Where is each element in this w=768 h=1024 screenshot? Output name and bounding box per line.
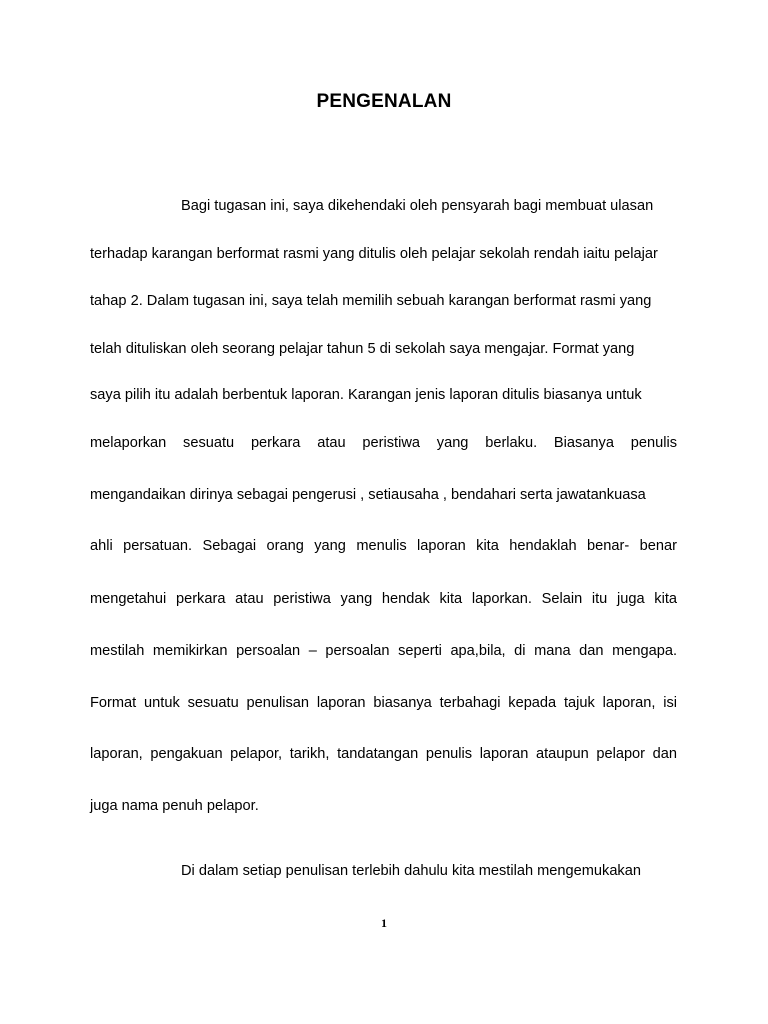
paragraph-line: mengandaikan dirinya sebagai pengerusi , setiausaha , bendahari serta jawatankuasa: [90, 487, 646, 503]
page-title: PENGENALAN: [316, 91, 452, 112]
paragraph-line: telah dituliskan oleh seorang pelajar tahun 5 di sekolah saya mengajar. Format yang: [90, 341, 635, 357]
paragraph-line: melaporkan sesuatu perkara atau peristiwa yang berlaku. Biasanya penulis: [90, 435, 677, 451]
paragraph-line: laporan, pengakuan pelapor, tarikh, tandatangan penulis laporan ataupun pelapor dan: [90, 746, 677, 762]
paragraph-line: terhadap karangan berformat rasmi yang ditulis oleh pelajar sekolah rendah iaitu pelajar: [90, 246, 658, 262]
page-number: 1: [381, 916, 387, 930]
paragraph-line: juga nama penuh pelapor.: [90, 798, 259, 814]
paragraph-line: tahap 2. Dalam tugasan ini, saya telah memilih sebuah karangan berformat rasmi yang: [90, 293, 652, 309]
paragraph-line: saya pilih itu adalah berbentuk laporan. Karangan jenis laporan ditulis biasanya untuk: [90, 387, 642, 403]
paragraph-line: Bagi tugasan ini, saya dikehendaki oleh pensyarah bagi membuat ulasan: [181, 198, 654, 214]
paragraph-line: mestilah memikirkan persoalan – persoalan seperti apa,bila, di mana dan mengapa.: [90, 643, 677, 659]
paragraph-line: mengetahui perkara atau peristiwa yang hendak kita laporkan. Selain itu juga kita: [90, 591, 677, 607]
paragraph-line: Di dalam setiap penulisan terlebih dahulu kita mestilah mengemukakan: [181, 863, 641, 879]
paragraph-line: ahli persatuan. Sebagai orang yang menulis laporan kita hendaklah benar- benar: [90, 538, 677, 554]
paragraph-line: Format untuk sesuatu penulisan laporan biasanya terbahagi kepada tajuk laporan, isi: [90, 695, 677, 711]
